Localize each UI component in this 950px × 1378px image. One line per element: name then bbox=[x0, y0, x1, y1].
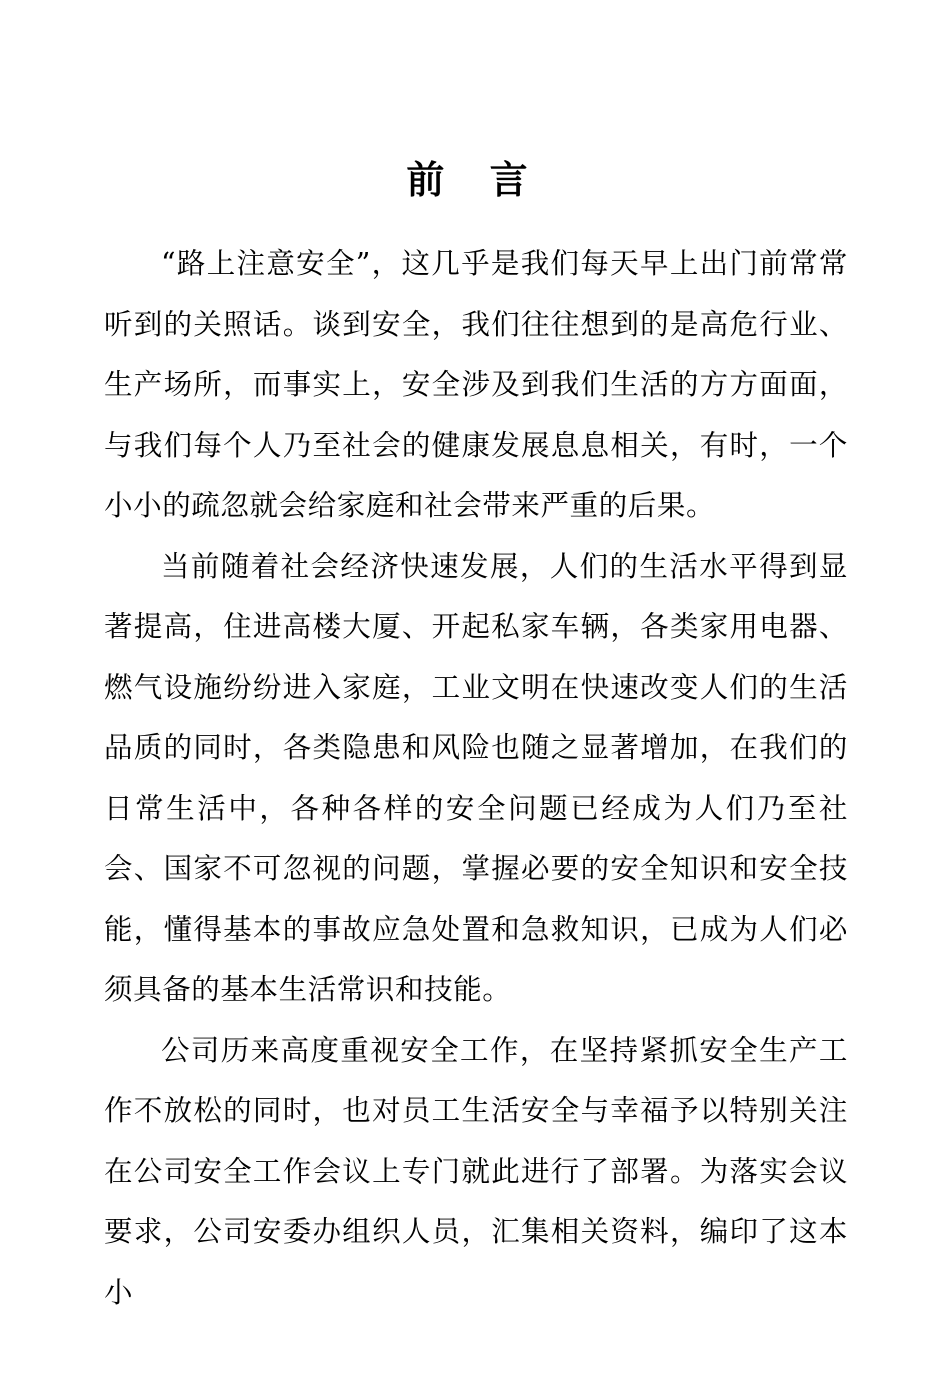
body-text bbox=[104, 234, 848, 1323]
paragraph-3: 公司历来高度重视安全工作，在坚持紧抓安全生产工作不放松的同时，也对员工生活安全与幸福予以特别关注在公司安全工作会议上专门就此进行了部署。为落实会议要求，公司安委办组织人员，汇集相关资料，编印了这本小 bbox=[104, 1033, 848, 1309]
page-title: 前 言 bbox=[406, 157, 544, 202]
paragraph-2: 当前随着社会经济快速发展，人们的生活水平得到显著提高，住进高楼大厦、开起私家车辆，各类家用电器、燃气设施纷纷进入家庭，工业文明在快速改变人们的生活品质的同时，各类隐患和风险也随之显著增加，在我们的日常生活中，各种各样的安全问题已经成为人们乃至社会、国家不可忽视的问题，掌握必要的安全知识和安全技能，懂得基本的事故应急处置和急救知识，已成为人们必须具备的基本生活常识和技能。 bbox=[104, 549, 848, 1006]
paragraph-1: “路上注意安全”，这几乎是我们每天早上出门前常常听到的关照话。谈到安全，我们往往想到的是高危行业、生产场所，而事实上，安全涉及到我们生活的方方面面，与我们每个人乃至社会的健康发展息息相关，有时，一个小小的疏忽就会给家庭和社会带来严重的后果。 bbox=[104, 247, 848, 522]
